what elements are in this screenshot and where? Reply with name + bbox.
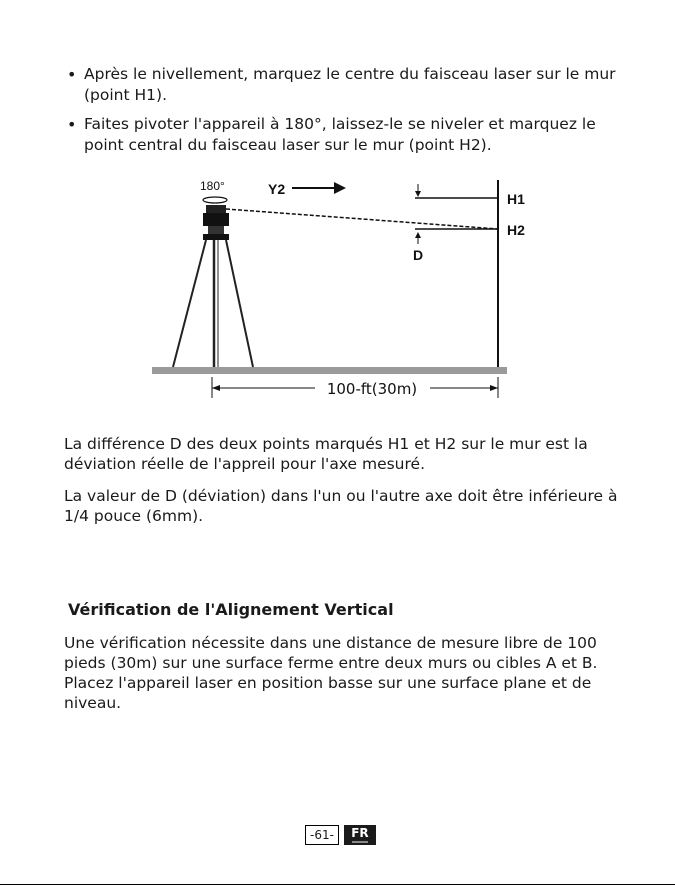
rotation-label: 180° — [200, 179, 225, 193]
page-footer — [305, 825, 376, 845]
section-heading: Vérification de l'Alignement Vertical — [68, 600, 394, 619]
d-label: D — [413, 247, 424, 263]
laser-beam-line — [226, 209, 498, 229]
language-code: FR — [351, 826, 369, 840]
page-number: -61- — [305, 825, 339, 845]
vertical-check-paragraph: Une vérification nécessite dans une distance de mesure libre de 100 pieds (30m) sur une surface ferme entre deux murs ou cibles A et B. Placez l'appareil laser en position basse sur une surface plane et de niveau. — [64, 634, 598, 712]
tripod — [173, 240, 253, 367]
h2-label: H2 — [507, 222, 525, 238]
bullet-list — [64, 64, 624, 164]
language-bar-icon — [352, 841, 368, 843]
ground-bar — [152, 367, 507, 374]
distance-label: 100-ft(30m) — [326, 380, 418, 398]
y2-arrowhead — [334, 182, 346, 194]
deviation-paragraph: La différence D des deux points marqués H1 et H2 sur le mur est la déviation réelle de l'appreil pour l'axe mesuré. — [64, 435, 588, 473]
language-badge — [344, 825, 376, 845]
bottom-rule — [0, 884, 675, 885]
bullet-item-2: • Faites pivoter l'appareil à 180°, laissez-le se niveler et marquez le point central du faisceau laser sur le mur (point H2). — [64, 114, 624, 156]
y2-label: Y2 — [268, 181, 286, 197]
h1-label: H1 — [507, 191, 525, 207]
laser-level-diagram — [140, 172, 525, 404]
rotation-arrow-icon — [203, 197, 227, 203]
bullet-item-1: • Après le nivellement, marquez le centre du faisceau laser sur le mur (point H1). — [64, 64, 624, 106]
laser-device — [203, 205, 229, 240]
tolerance-paragraph: La valeur de D (déviation) dans l'un ou l'autre axe doit être inférieure à 1/4 pouce (6mm). — [64, 487, 618, 525]
